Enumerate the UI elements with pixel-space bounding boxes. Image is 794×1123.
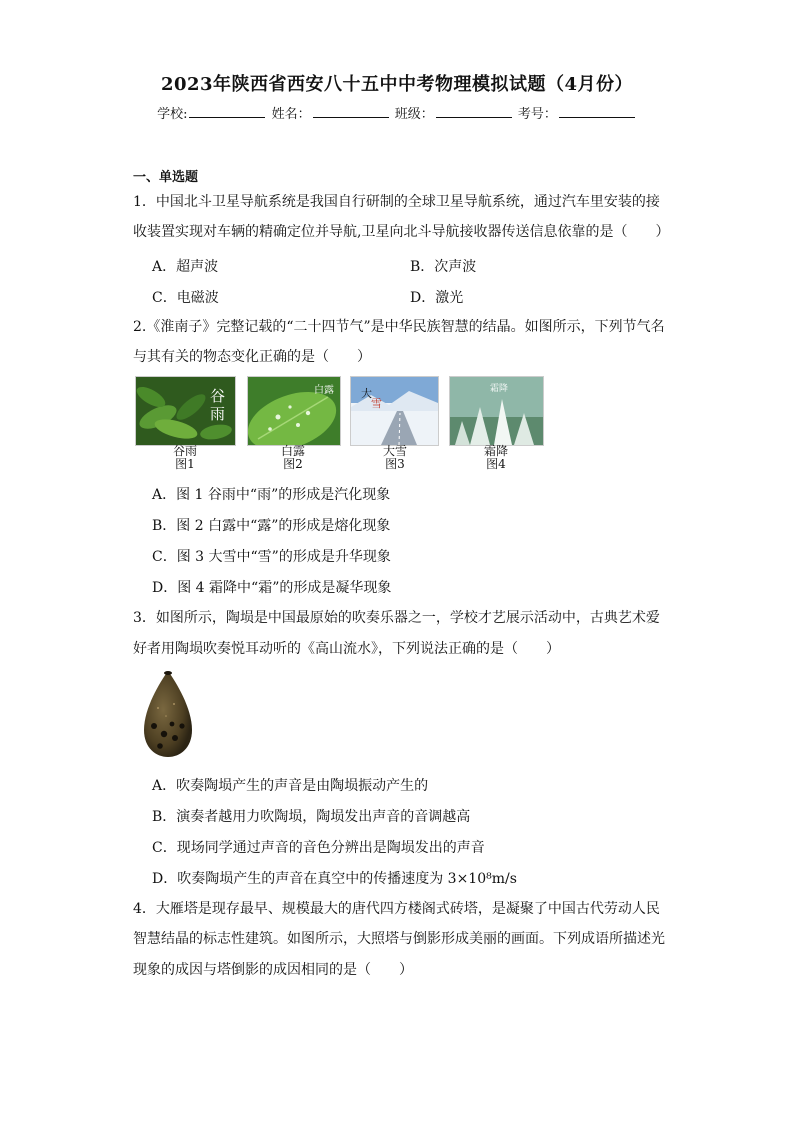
q3-stem-line1: 3．如图所示，陶埙是中国最原始的吹奏乐器之一，学校才艺展示活动中，古典艺术爱 (133, 610, 660, 626)
figure-3-overlay-char2: 雪 (371, 397, 382, 410)
q3-option-a[interactable]: A．吹奏陶埙产生的声音是由陶埙振动产生的 (152, 778, 429, 794)
school-blank[interactable] (189, 105, 265, 118)
figure-4-name: 霜降 (483, 444, 508, 458)
figure-2-name: 白露 (280, 444, 305, 458)
q1-option-c[interactable]: C．电磁波 (152, 290, 219, 306)
figure-4-overlay-text: 霜降 (490, 384, 509, 394)
q2-option-c[interactable]: C．图 3 大雪中“雪”的形成是升华现象 (152, 549, 391, 565)
exam-title: 2023年陕西省西安八十五中中考物理模拟试题（4月份） (160, 74, 634, 95)
q1-option-a[interactable]: A．超声波 (152, 259, 219, 275)
name-blank[interactable] (313, 105, 389, 118)
figure-3-name: 大雪 (382, 444, 407, 458)
figure-1-overlay-char2: 雨 (210, 405, 226, 423)
q4-stem-line2: 智慧结晶的标志性建筑。如图所示，大照塔与倒影形成美丽的画面。下列成语所描述光 (133, 931, 665, 947)
figure-3-overlay-char1: 大 (361, 387, 372, 400)
figure-1-overlay-char1: 谷 (210, 387, 226, 405)
school-label: 学校: (157, 107, 188, 122)
class-label: 班级： (394, 107, 434, 122)
figure-4-caption (446, 445, 546, 471)
q1-option-b[interactable]: B．次声波 (410, 259, 477, 275)
xun-instrument-photo (138, 668, 198, 760)
q1-option-d[interactable]: D．激光 (410, 290, 464, 306)
figure-1-label: 图1 (175, 457, 195, 471)
q2-stem-line2: 与其有关的物态变化正确的是（ ） (133, 349, 371, 365)
figure-3-daxue-photo (350, 376, 439, 446)
q3-option-d[interactable]: D．吹奏陶埙产生的声音在真空中的传播速度为 3×10⁸m/s (152, 871, 517, 887)
figure-4-label: 图4 (486, 457, 506, 471)
q3-option-b[interactable]: B．演奏者越用力吹陶埙，陶埙发出声音的音调越高 (152, 809, 471, 825)
figure-1-guyu-photo (135, 376, 236, 446)
q2-option-a[interactable]: A．图 1 谷雨中“雨”的形成是汽化现象 (152, 487, 391, 503)
figure-2-overlay-text: 白露 (314, 385, 334, 396)
name-label: 姓名： (271, 107, 311, 122)
class-blank[interactable] (436, 105, 512, 118)
q2-option-b[interactable]: B．图 2 白露中“露”的形成是熔化现象 (152, 518, 391, 534)
figure-2-bailu-photo (247, 376, 341, 446)
q2-stem-line1: 2.《淮南子》完整记载的“二十四节气”是中华民族智慧的结晶。如图所示，下列节气名 (133, 319, 665, 335)
figure-3-caption (345, 445, 445, 471)
figure-3-label: 图3 (385, 457, 405, 471)
q2-option-d[interactable]: D．图 4 霜降中“霜”的形成是凝华现象 (152, 580, 392, 596)
figure-1-caption (135, 445, 235, 471)
q3-option-c[interactable]: C．现场同学通过声音的音色分辨出是陶埙发出的声音 (152, 840, 485, 856)
q4-stem-line1: 4．大雁塔是现存最早、规模最大的唐代四方楼阁式砖塔，是凝聚了中国古代劳动人民 (133, 901, 660, 917)
q1-stem-line1: 1．中国北斗卫星导航系统是我国自行研制的全球卫星导航系统，通过汽车里安装的接 (133, 194, 660, 210)
q3-stem-line2: 好者用陶埙吹奏悦耳动听的《高山流水》，下列说法正确的是（ ） (133, 641, 560, 657)
q4-stem-line3: 现象的成因与塔倒影的成因相同的是（ ） (133, 962, 413, 978)
figure-2-caption (243, 445, 343, 471)
exam-number-label: 考号： (517, 107, 557, 122)
figure-1-name: 谷雨 (172, 444, 197, 458)
figure-2-label: 图2 (283, 457, 303, 471)
q1-stem-line2: 收装置实现对车辆的精确定位并导航,卫星向北斗导航接收器传送信息依靠的是（ ） (133, 224, 670, 240)
student-info-line (0, 103, 794, 122)
exam-number-blank[interactable] (559, 105, 635, 118)
figure-4-shuangjiang-photo (449, 376, 544, 446)
section-title: 一、单选题 (133, 170, 199, 185)
